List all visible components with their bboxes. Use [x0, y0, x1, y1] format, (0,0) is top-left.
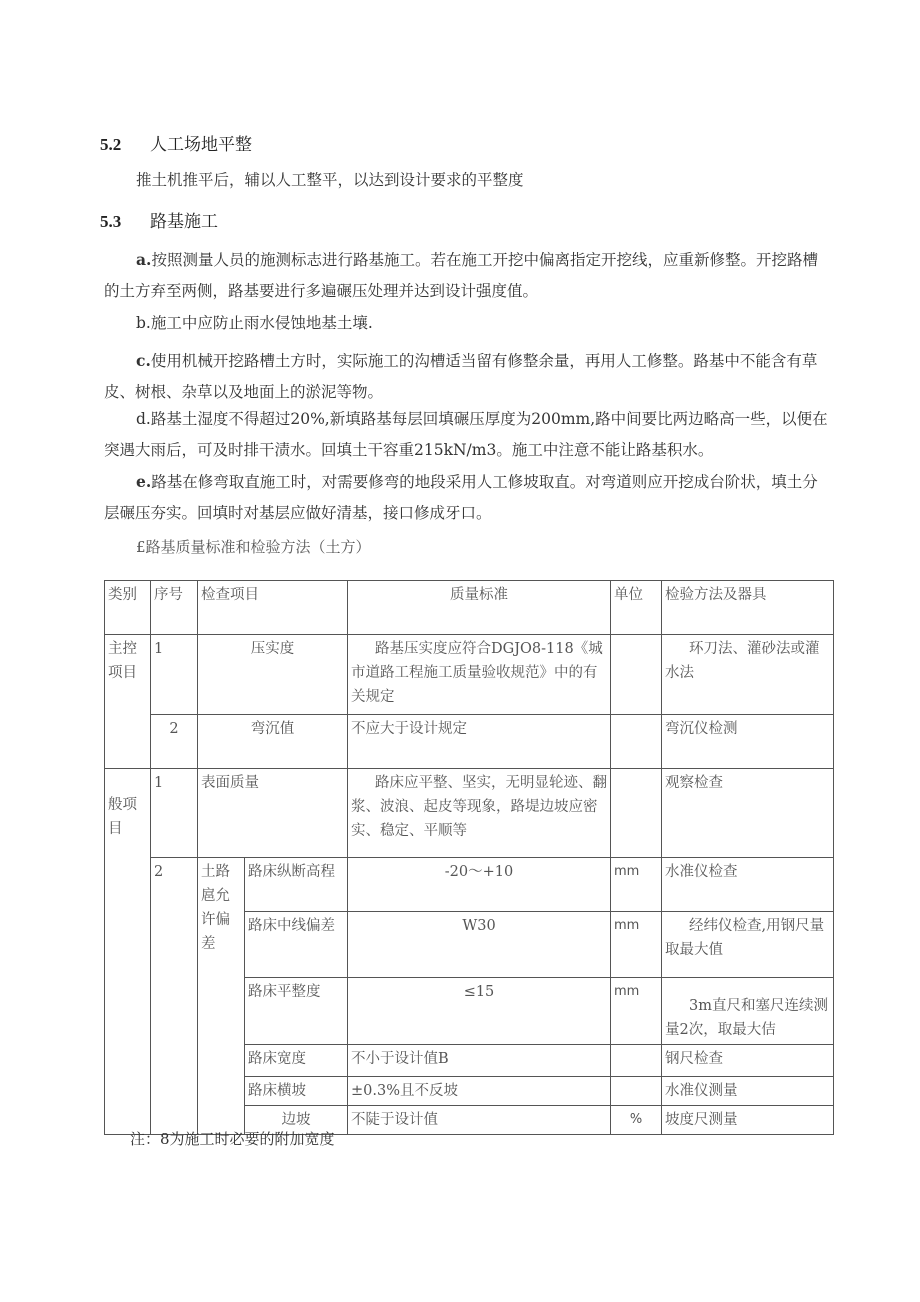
cell-group: 土路扈允许偏差: [198, 858, 245, 1135]
table-note: 注：8为施工时必要的附加宽度: [130, 1130, 335, 1148]
cell-standard: 路基压实度应符合DGJO8-118《城市道路工程施工质量验收规范》中的有关规定: [348, 635, 611, 715]
cell-standard: 不陡于设计值: [348, 1106, 611, 1135]
cell-standard: 不应大于设计规定: [348, 715, 611, 769]
item-a-label: a.: [136, 250, 152, 269]
cell-method: 钢尺检查: [662, 1045, 834, 1077]
cell-method: 经纬仪检查,用钢尺量取最大值: [662, 912, 834, 978]
cell-method: 环刀法、灌砂法或灌水法: [662, 635, 834, 715]
cell-unit: mm: [611, 858, 662, 912]
section-5-3-heading: [100, 207, 218, 232]
cell-method: 弯沉仪检测: [662, 715, 834, 769]
cell-seq: 1: [151, 635, 198, 715]
header-item: 检查项目: [198, 581, 348, 635]
cell-unit: [611, 1077, 662, 1106]
cell-seq: 2: [151, 858, 198, 1135]
item-e-label: e.: [136, 472, 152, 491]
cell-standard: ≤15: [348, 978, 611, 1045]
item-e: [104, 466, 832, 529]
cell-unit: mm: [611, 912, 662, 978]
cell-method: 水准仪测量: [662, 1077, 834, 1106]
item-d: d.路基土湿度不得超过20%,新填路基每层回填碾压厚度为200mm,路中间要比两边略高一些，以便在突遇大雨后，可及时排干渍水。回填土干容重215kN/m3。施工中注意不能让路基积水。: [104, 410, 828, 459]
cell-standard: ±0.3%且不反坡: [348, 1077, 611, 1106]
item-b: b.施工中应防止雨水侵蚀地基土壤.: [136, 314, 373, 332]
table-row: [105, 635, 834, 715]
cell-standard: -20～+10: [348, 858, 611, 912]
item-a: [104, 244, 832, 307]
quality-table: [104, 580, 834, 1135]
table-row: [105, 769, 834, 858]
cell-method: 3m直尺和塞尺连续测量2次，取最大佶: [662, 978, 834, 1045]
item-c-text: 使用机械开挖路槽土方时，实际施工的沟槽适当留有修整余量，再用人工修整。路基中不能含有草皮、树根、杂草以及地面上的淤泥等物。: [104, 352, 818, 401]
category-main: 主控项目: [105, 635, 151, 769]
cell-unit: [611, 1045, 662, 1077]
item-e-text: 路基在修弯取直施工时，对需要修弯的地段采用人工修坡取直。对弯道则应开挖成台阶状，填土分层碾压夯实。回填时对基层应做好清基，接口修成牙口。: [104, 473, 818, 522]
cell-method: 水准仪检查: [662, 858, 834, 912]
category-general: 般项目: [105, 769, 151, 1135]
item-c: [104, 345, 832, 408]
cell-unit: [611, 769, 662, 858]
cell-method: 坡度尺测量: [662, 1106, 834, 1135]
cell-standard: 不小于设计值B: [348, 1045, 611, 1077]
header-method: 检验方法及器具: [662, 581, 834, 635]
cell-item: 压实度: [198, 635, 348, 715]
header-category: 类别: [105, 581, 151, 635]
section-5-2-heading: [100, 130, 252, 155]
section-number: 5.2: [100, 135, 122, 154]
cell-item: 路床平整度: [245, 978, 348, 1045]
cell-item: 边坡: [245, 1106, 348, 1135]
section-number: 5.3: [100, 212, 122, 231]
cell-seq: 2: [151, 715, 198, 769]
cell-standard: 路床应平整、坚实，无明显轮迹、翻浆、波浪、起皮等现象，路堤边坡应密实、稳定、平顺等: [348, 769, 611, 858]
header-standard: 质量标准: [348, 581, 611, 635]
cell-item: 弯沉值: [198, 715, 348, 769]
cell-unit: mm: [611, 978, 662, 1045]
cell-item: 路床纵断高程: [245, 858, 348, 912]
section-5-2-text: 推土机推平后，辅以人工整平，以达到设计要求的平整度: [136, 171, 524, 189]
cell-item: 表面质量: [198, 769, 348, 858]
item-c-label: c.: [136, 351, 151, 370]
cell-unit: %: [611, 1106, 662, 1135]
table-row: [105, 858, 834, 912]
cell-item: 路床中线偏差: [245, 912, 348, 978]
cell-standard: W30: [348, 912, 611, 978]
item-a-text: 按照测量人员的施测标志进行路基施工。若在施工开挖中偏离指定开挖线，应重新修整。开挖路槽的土方弃至两侧，路基要进行多遍碾压处理并达到设计强度值。: [104, 251, 818, 300]
table-caption: £路基质量标准和检验方法（土方）: [136, 538, 371, 556]
cell-item: 路床宽度: [245, 1045, 348, 1077]
section-title: 人工场地平整: [150, 135, 252, 155]
cell-method: 观察检查: [662, 769, 834, 858]
cell-seq: 1: [151, 769, 198, 858]
cell-unit: [611, 635, 662, 715]
cell-item: 路床横坡: [245, 1077, 348, 1106]
header-seq: 序号: [151, 581, 198, 635]
section-title: 路基施工: [150, 212, 218, 232]
cell-unit: [611, 715, 662, 769]
table-row: [105, 715, 834, 769]
table-header-row: [105, 581, 834, 635]
header-unit: 单位: [611, 581, 662, 635]
